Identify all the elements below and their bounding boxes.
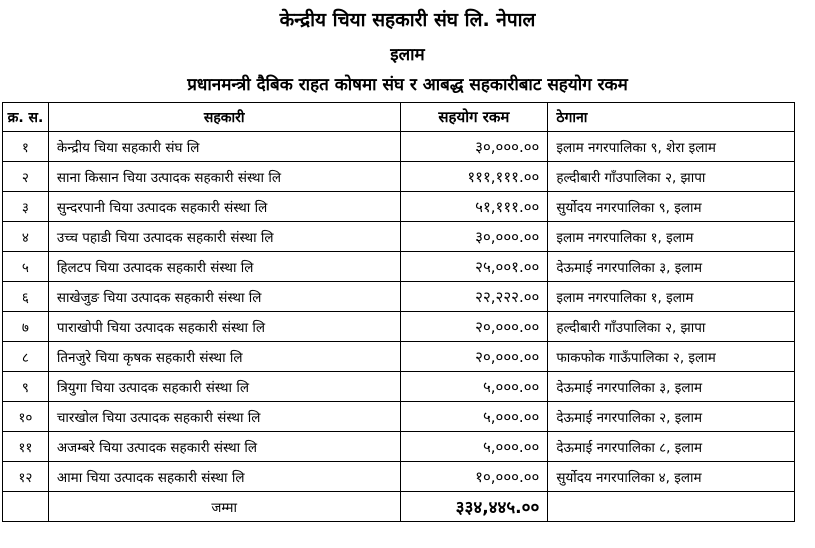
row-address: सुर्योदय नगरपालिका ९, इलाम [548, 192, 795, 222]
column-header-address: ठेगाना [548, 103, 795, 132]
table-row [3, 462, 795, 492]
row-amount: २५,००१.०० [400, 252, 548, 282]
row-address: इलाम नगरपालिका १, इलाम [548, 282, 795, 312]
row-sn: ५ [3, 252, 49, 282]
row-name: उच्च पहाडी चिया उत्पादक सहकारी संस्था लि [48, 222, 400, 252]
table-row [3, 402, 795, 432]
document-title: केन्द्रीय चिया सहकारी संघ लि. नेपाल [279, 9, 536, 31]
row-sn: ७ [3, 312, 49, 342]
row-name: सुन्दरपानी चिया उत्पादक सहकारी संस्था लि [48, 192, 400, 222]
table-body [3, 132, 795, 492]
table-row [3, 372, 795, 402]
row-sn: ११ [3, 432, 49, 462]
row-sn: ४ [3, 222, 49, 252]
table-row [3, 162, 795, 192]
row-amount: ५१,१११.०० [400, 192, 548, 222]
total-amount: ३३४,४४५.०० [400, 492, 548, 522]
row-name: अजम्बरे चिया उत्पादक सहकारी संस्था लि [48, 432, 400, 462]
total-empty-cell [3, 492, 49, 522]
row-sn: ८ [3, 342, 49, 372]
row-address: हल्दीबारी गाँउपालिका २, झापा [548, 312, 795, 342]
row-amount: १०,०००.०० [400, 462, 548, 492]
row-address: देऊमाई नगरपालिका ८, इलाम [548, 432, 795, 462]
total-row [3, 492, 795, 522]
table-header-row [3, 103, 795, 132]
row-amount: २०,०००.०० [400, 342, 548, 372]
row-amount: २०,०००.०० [400, 312, 548, 342]
row-name: आमा चिया उत्पादक सहकारी संस्था लि [48, 462, 400, 492]
row-address: देऊमाई नगरपालिका ३, इलाम [548, 252, 795, 282]
row-amount: ५,०००.०० [400, 372, 548, 402]
row-sn: १२ [3, 462, 49, 492]
row-amount: १११,१११.०० [400, 162, 548, 192]
table-row [3, 192, 795, 222]
table-row [3, 342, 795, 372]
table-row [3, 252, 795, 282]
row-amount: २२,२२२.०० [400, 282, 548, 312]
row-address: इलाम नगरपालिका १, इलाम [548, 222, 795, 252]
row-sn: ६ [3, 282, 49, 312]
row-sn: ३ [3, 192, 49, 222]
column-header-name: सहकारी [48, 103, 400, 132]
row-name: पाराखोपी चिया उत्पादक सहकारी संस्था लि [48, 312, 400, 342]
table-row [3, 432, 795, 462]
table-row [3, 312, 795, 342]
row-amount: ३०,०००.०० [400, 222, 548, 252]
row-address: इलाम नगरपालिका ९, शेरा इलाम [548, 132, 795, 162]
total-label: जम्मा [48, 492, 400, 522]
contribution-table [2, 102, 795, 522]
row-address: देऊमाई नगरपालिका २, इलाम [548, 402, 795, 432]
row-name: चारखोल चिया उत्पादक सहकारी संस्था लि [48, 402, 400, 432]
column-header-amount: सहयोग रकम [400, 103, 548, 132]
row-name: साखेजुङ चिया उत्पादक सहकारी संस्था लि [48, 282, 400, 312]
column-header-sn: क्र. स. [3, 103, 49, 132]
table-row [3, 222, 795, 252]
document-location: इलाम [390, 45, 425, 65]
row-address: हल्दीबारी गाँउपालिका २, झापा [548, 162, 795, 192]
row-name: साना किसान चिया उत्पादक सहकारी संस्था लि [48, 162, 400, 192]
row-name: तिनजुरे चिया कृषक सहकारी संस्था लि [48, 342, 400, 372]
row-sn: १ [3, 132, 49, 162]
row-name: हिलटप चिया उत्पादक सहकारी संस्था लि [48, 252, 400, 282]
table-row [3, 282, 795, 312]
row-sn: २ [3, 162, 49, 192]
row-name: केन्द्रीय चिया सहकारी संघ लि [48, 132, 400, 162]
document-subtitle: प्रधानमन्त्री दैबिक राहत कोषमा संघ र आबद्ध सहकारीबाट सहयोग रकम [187, 75, 628, 95]
row-address: देऊमाई नगरपालिका ३, इलाम [548, 372, 795, 402]
row-sn: ९ [3, 372, 49, 402]
total-empty-address [548, 492, 795, 522]
row-address: फाकफोक गाऊँपालिका २, इलाम [548, 342, 795, 372]
table-row [3, 132, 795, 162]
row-amount: ५,०००.०० [400, 402, 548, 432]
row-name: त्रियुगा चिया उत्पादक सहकारी संस्था लि [48, 372, 400, 402]
row-sn: १० [3, 402, 49, 432]
row-amount: ५,०००.०० [400, 432, 548, 462]
row-address: सुर्योदय नगरपालिका ४, इलाम [548, 462, 795, 492]
row-amount: ३०,०००.०० [400, 132, 548, 162]
